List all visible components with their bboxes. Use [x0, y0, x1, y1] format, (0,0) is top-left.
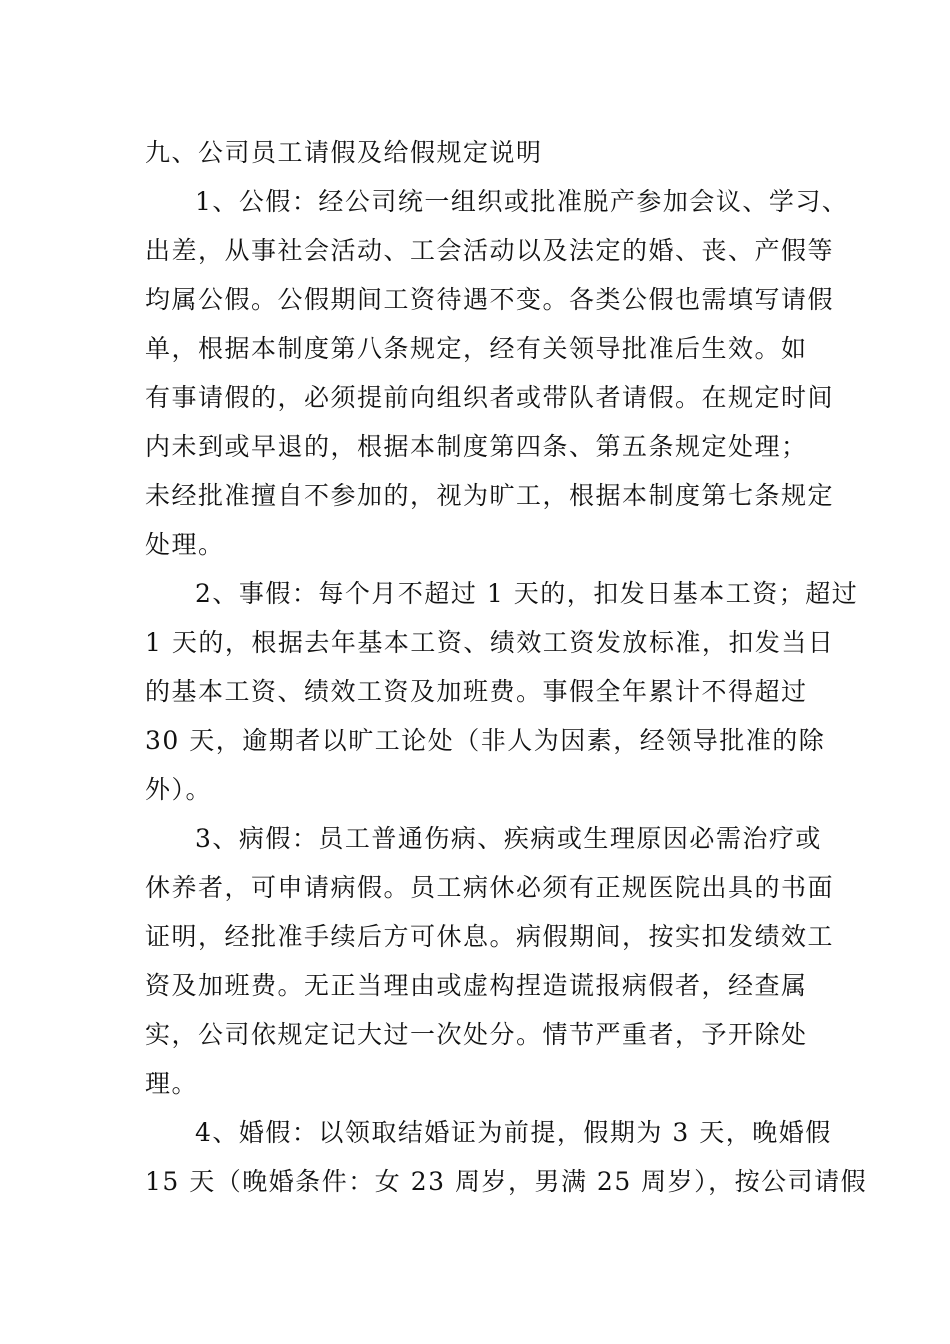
text-line: 外）。	[145, 775, 213, 804]
text-line: 实，公司依规定记大过一次处分。情节严重者，予开除处	[145, 1020, 808, 1049]
paragraph-public-leave	[145, 177, 849, 569]
text-line: 均属公假。公假期间工资待遇不变。各类公假也需填写请假	[145, 285, 835, 314]
text-line: 4、婚假：以领取结婚证为前提，假期为 3 天，晚婚假	[195, 1118, 832, 1147]
text-line: 未经批准擅自不参加的，视为旷工，根据本制度第七条规定	[145, 481, 835, 510]
text-line: 处理。	[145, 530, 225, 559]
text-line: 的基本工资、绩效工资及加班费。事假全年累计不得超过	[145, 677, 808, 706]
text-line: 内未到或早退的，根据本制度第四条、第五条规定处理；	[145, 432, 808, 461]
section-heading: 九、公司员工请假及给假规定说明	[145, 138, 543, 167]
paragraph-sick-leave	[145, 814, 835, 1108]
paragraph-personal-leave	[145, 569, 859, 814]
text-line: 资及加班费。无正当理由或虚构捏造谎报病假者，经查属	[145, 971, 808, 1000]
text-line: 1 天的，根据去年基本工资、绩效工资发放标准，扣发当日	[145, 628, 835, 657]
text-line: 出差，从事社会活动、工会活动以及法定的婚、丧、产假等	[145, 236, 835, 265]
text-line: 证明，经批准手续后方可休息。病假期间，按实扣发绩效工	[145, 922, 835, 951]
text-line: 休养者，可申请病假。员工病休必须有正规医院出具的书面	[145, 873, 835, 902]
text-line: 1、公假：经公司统一组织或批准脱产参加会议、学习、	[195, 187, 849, 216]
paragraph-marriage-leave	[145, 1108, 868, 1206]
text-line: 单，根据本制度第八条规定，经有关领导批准后生效。如	[145, 334, 808, 363]
text-line: 15 天（晚婚条件：女 23 周岁，男满 25 周岁），按公司请假	[145, 1167, 868, 1196]
text-line: 30 天，逾期者以旷工论处（非人为因素，经领导批准的除	[145, 726, 826, 755]
text-line: 理。	[145, 1069, 199, 1098]
document-body	[145, 128, 868, 1206]
text-line: 2、事假：每个月不超过 1 天的，扣发日基本工资；超过	[195, 579, 859, 608]
text-line: 3、病假：员工普通伤病、疾病或生理原因必需治疗或	[195, 824, 822, 853]
text-line: 有事请假的，必须提前向组织者或带队者请假。在规定时间	[145, 383, 835, 412]
